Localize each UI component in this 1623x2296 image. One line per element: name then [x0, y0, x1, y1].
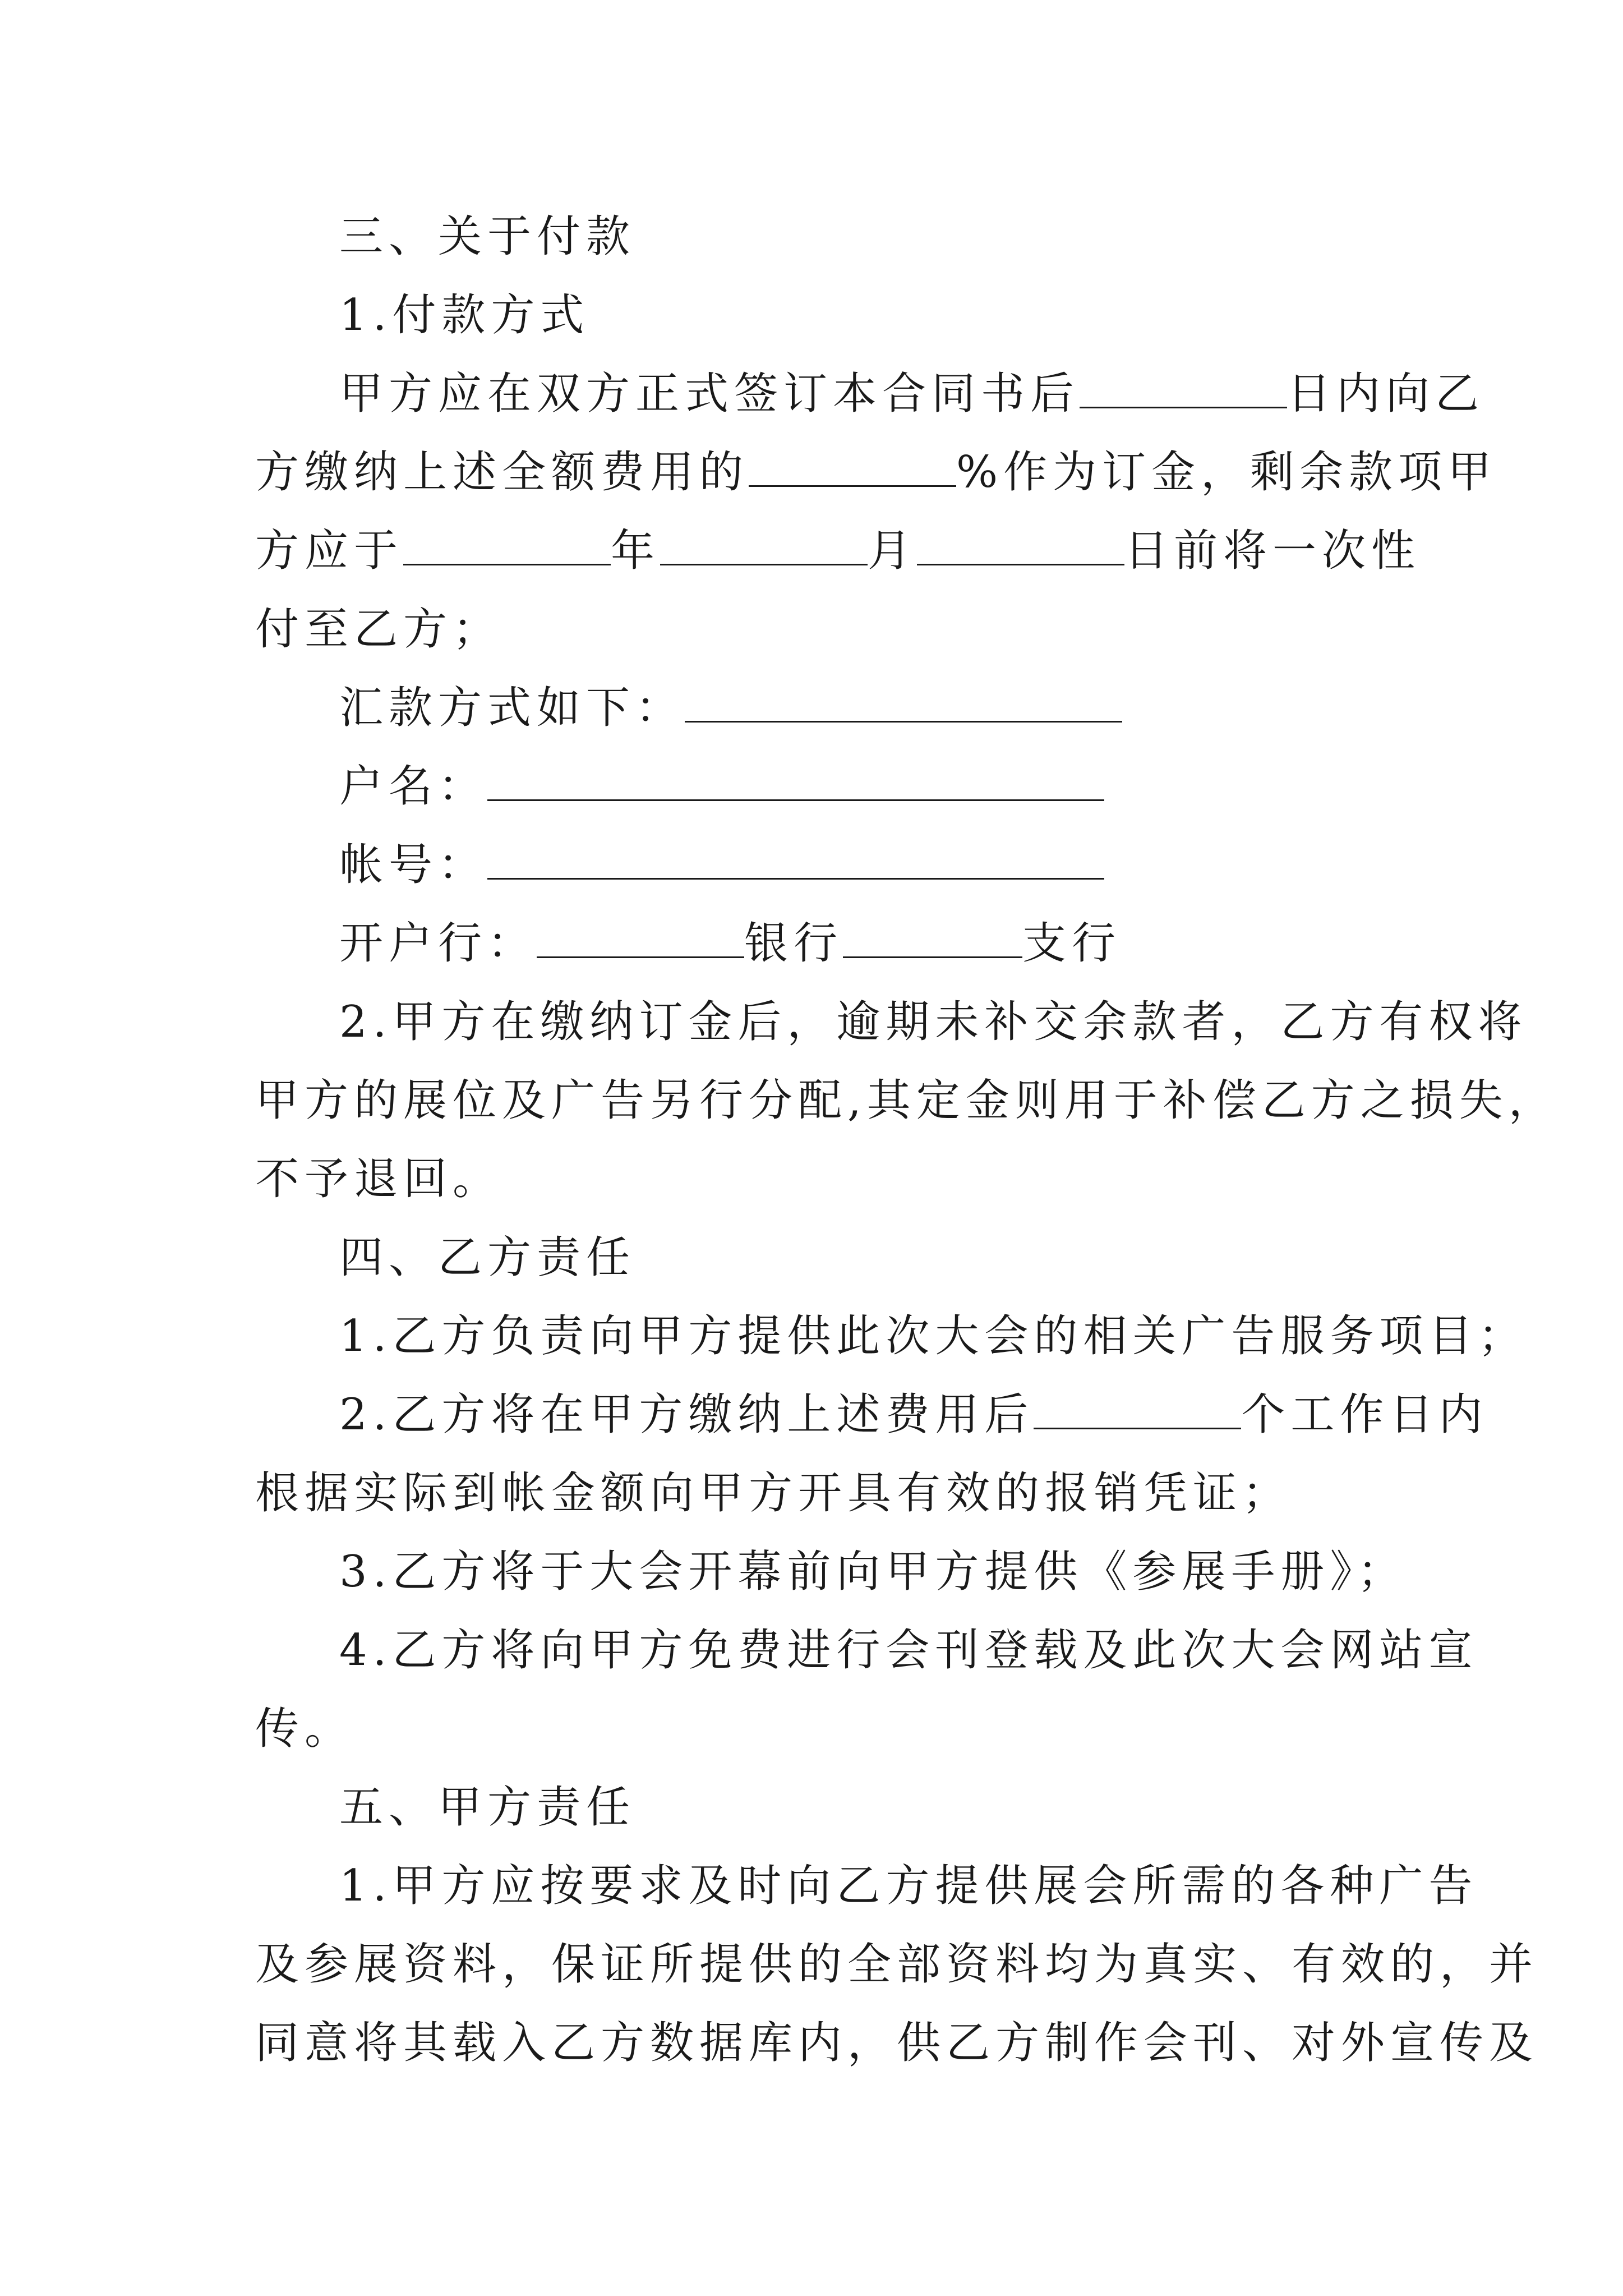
clause-text: 个工作日内 — [1241, 1389, 1488, 1440]
payment-text: 日内向乙 — [1287, 369, 1485, 419]
clause-text: 2.乙方将在甲方缴纳上述费用后 — [339, 1389, 1034, 1440]
payment-text: 月 — [868, 526, 917, 576]
clause-4-4-line-1: 4.乙方将向甲方免费进行会刊登载及此次大会网站宣 — [339, 1625, 1478, 1676]
day-blank[interactable] — [917, 523, 1124, 565]
bank-suffix: 银行 — [744, 918, 843, 969]
account-number-label: 帐号： — [339, 840, 488, 890]
remit-method-label: 汇款方式如下： — [339, 683, 685, 733]
clause-4-4-line-2: 传。 — [255, 1704, 354, 1754]
clause-5-1-line-2: 及参展资料，保证所提供的全部资料均为真实、有效的，并 — [255, 1939, 1539, 1990]
account-name-label: 户名： — [339, 761, 488, 812]
clause-4-3: 3.乙方将于大会开幕前向甲方提供《参展手册》； — [339, 1547, 1407, 1597]
clause-4-2-line-1 — [339, 1387, 1488, 1443]
month-blank[interactable] — [660, 523, 868, 565]
workdays-blank[interactable] — [1034, 1387, 1241, 1429]
payment-text: %作为订金，剩余款项甲 — [956, 447, 1497, 498]
clause-4-1: 1.乙方负责向甲方提供此次大会的相关广告服务项目； — [339, 1311, 1528, 1361]
payment-clause-line-1 — [339, 366, 1484, 422]
bank-name-blank[interactable] — [537, 916, 744, 958]
bank-row — [339, 915, 1121, 972]
clause-5-1-line-3: 同意将其载入乙方数据库内，供乙方制作会刊、对外宣传及 — [255, 2018, 1539, 2068]
bank-label: 开户行： — [339, 918, 537, 969]
payment-clause-line-3 — [255, 523, 1421, 579]
clause-3-2-line-2: 甲方的展位及广告另行分配,其定金则用于补偿乙方之损失， — [255, 1075, 1558, 1126]
payment-method-title: 1.付款方式 — [339, 290, 590, 341]
clause-5-1-line-1: 1.甲方应按要求及时向乙方提供展会所需的各种广告 — [339, 1861, 1478, 1911]
branch-suffix: 支行 — [1022, 918, 1122, 969]
remit-method-row — [339, 680, 1122, 736]
remit-method-blank[interactable] — [685, 680, 1122, 723]
deposit-percent-blank[interactable] — [749, 445, 956, 487]
payment-text: 年 — [611, 526, 661, 576]
days-blank[interactable] — [1080, 366, 1287, 408]
payment-text: 方应于 — [255, 526, 404, 576]
payment-clause-line-2 — [255, 444, 1497, 500]
payment-clause-line-4: 付至乙方； — [255, 604, 502, 655]
payment-text: 方缴纳上述全额费用的 — [255, 447, 749, 498]
clause-3-2-line-3: 不予退回。 — [255, 1154, 502, 1204]
account-number-blank[interactable] — [487, 838, 1104, 880]
account-name-blank[interactable] — [487, 759, 1104, 801]
account-number-row — [339, 837, 1104, 893]
year-blank[interactable] — [403, 523, 611, 565]
clause-4-2-line-2: 根据实际到帐金额向甲方开具有效的报销凭证； — [255, 1468, 1292, 1519]
section-5-heading: 五、甲方责任 — [339, 1782, 636, 1833]
section-4-heading: 四、乙方责任 — [339, 1232, 636, 1283]
payment-text: 甲方应在双方正式签订本合同书后 — [339, 369, 1080, 419]
branch-name-blank[interactable] — [843, 916, 1022, 958]
account-name-row — [339, 758, 1104, 815]
clause-3-2-line-1: 2.甲方在缴纳订金后，逾期未补交余款者，乙方有权将 — [339, 997, 1528, 1047]
payment-text: 日前将一次性 — [1124, 526, 1421, 576]
section-3-heading: 三、关于付款 — [339, 211, 636, 262]
